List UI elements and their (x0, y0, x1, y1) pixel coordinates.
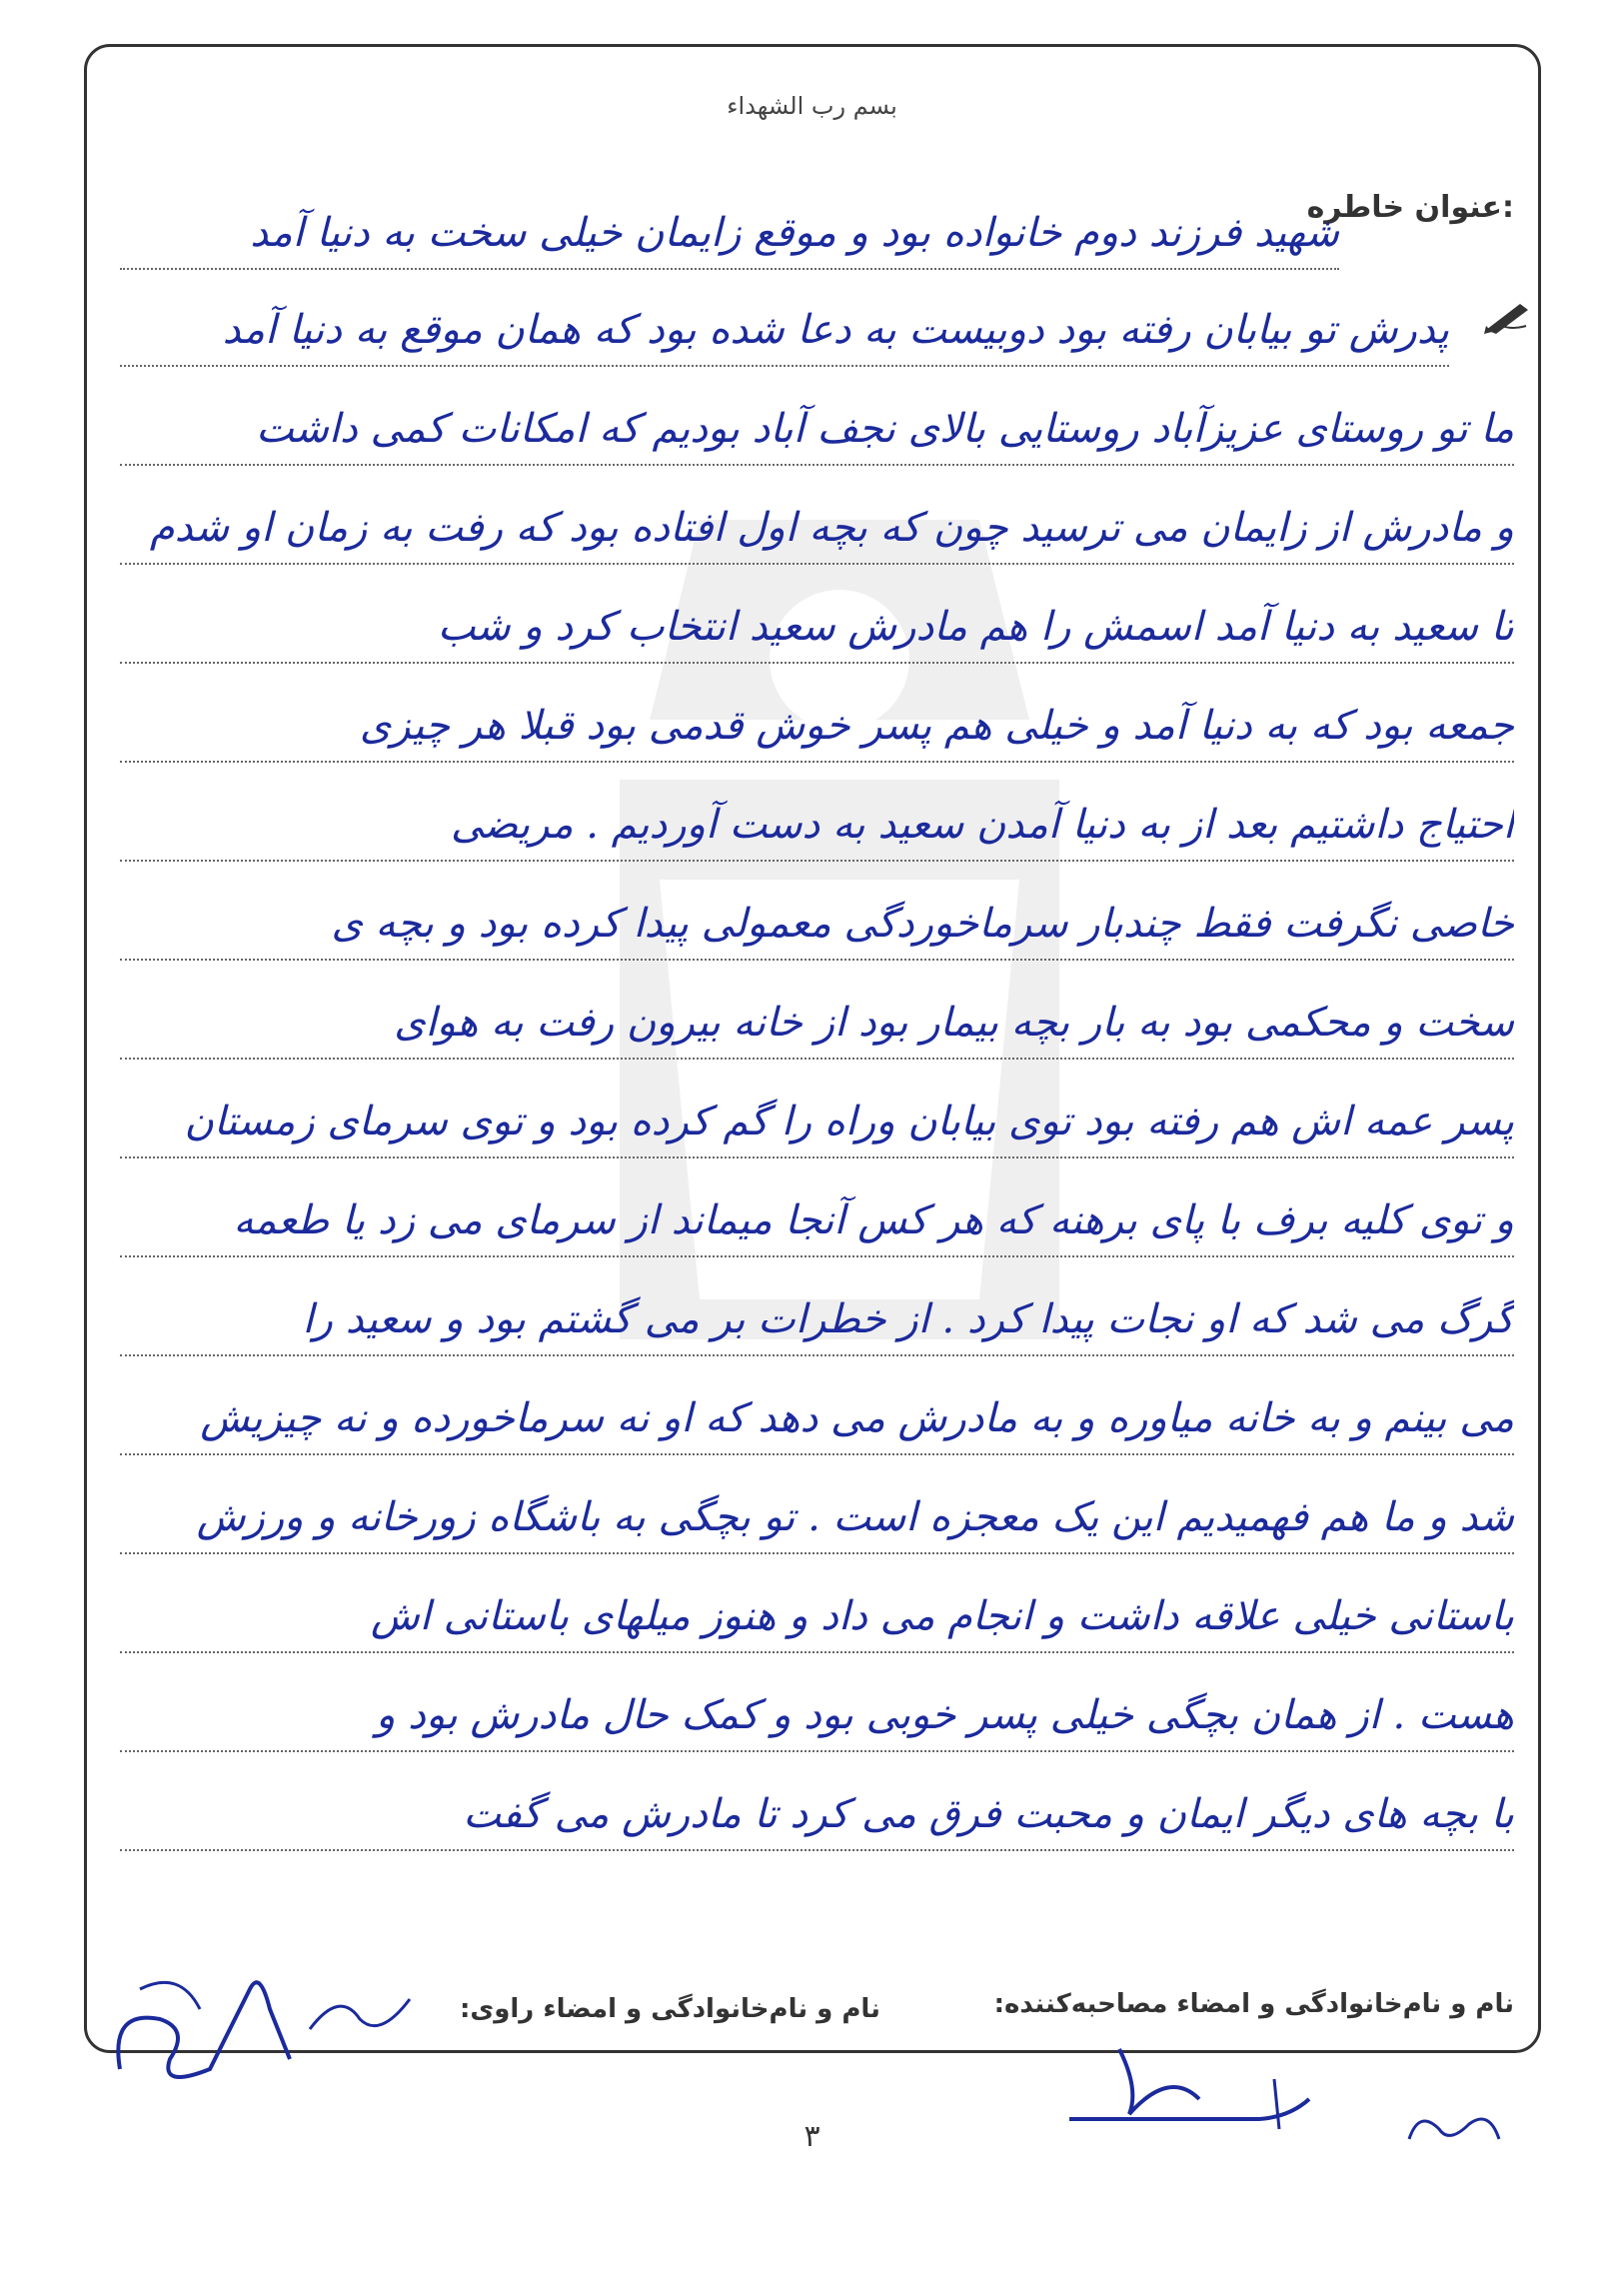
text-line: گرگ می شد که او نجات پیدا کرد . از خطرات بر می گشتم بود و سعید را (120, 1286, 1514, 1356)
text-line: و توی کلیه برف با پای برهنه که هر کس آنجا میماند از سرمای می زد یا طعمه (120, 1187, 1514, 1257)
text-line: پدرش تو بیابان رفته بود دوبیست به دعا شده بود که همان موقع به دنیا آمد (120, 297, 1449, 367)
text-line: می بینم و به خانه میاوره و به مادرش می دهد که او نه سرماخورده و نه چیزیش (120, 1385, 1514, 1455)
memoir-title-label: عنوان خاطره: (1306, 190, 1514, 225)
text-line: احتیاج داشتیم بعد از به دنیا آمدن سعید به دست آوردیم . مریضی (120, 792, 1514, 862)
narrator-signature (100, 1949, 310, 2099)
text-line: شهید فرزند دوم خانواده بود و موقع زایمان خیلی سخت به دنیا آمد (120, 200, 1339, 270)
text-line: با بچه های دیگر ایمان و محبت فرق می کرد تا مادرش می گفت (120, 1781, 1514, 1851)
text-line: تا سعید به دنیا آمد اسمش را هم مادرش سعید انتخاب کرد و شب (120, 594, 1514, 664)
text-line: هست . از همان بچگی خیلی پسر خوبی بود و کمک حال مادرش بود و (120, 1682, 1514, 1752)
text-line: و مادرش از زایمان می ترسید چون که بچه اول افتاده بود که رفت به زمان او شدم (120, 495, 1514, 565)
interviewer-signature-label: نام و نام‌خانوادگی و امضاء مصاحبه‌کننده: (993, 1989, 1514, 2019)
text-line: سخت و محکمی بود به بار بچه بیمار بود از خانه بیرون رفت به هوای (120, 990, 1514, 1060)
text-line: جمعه بود که به دنیا آمد و خیلی هم پسر خوش قدمی بود قبلا هر چیزی (120, 693, 1514, 763)
text-line: خاصی نگرفت فقط چندبار سرماخوردگی معمولی پیدا کرده بود و بچه ی (120, 891, 1514, 961)
narrator-initials-scribble (300, 1979, 420, 2049)
handwritten-text-block (120, 0, 1514, 2279)
page-heading: بسم رب الشهداء (727, 92, 897, 120)
text-line: شد و ما هم فهمیدیم این یک معجزه است . تو بچگی به باشگاه زورخانه و ورزش (120, 1484, 1514, 1554)
narrator-signature-label: نام و نام‌خانوادگی و امضاء راوی: (460, 1994, 880, 2024)
page-number: ۳ (804, 2119, 820, 2154)
text-line: باستانی خیلی علاقه داشت و انجام می داد و هنوز میلهای باستانی اش (120, 1583, 1514, 1653)
text-line: ما تو روستای عزیزآباد روستایی بالای نجف آباد بودیم که امکانات کمی داشت (120, 396, 1514, 466)
text-line: پسر عمه اش هم رفته بود توی بیابان وراه را گم کرده بود و توی سرمای زمستان (120, 1089, 1514, 1158)
